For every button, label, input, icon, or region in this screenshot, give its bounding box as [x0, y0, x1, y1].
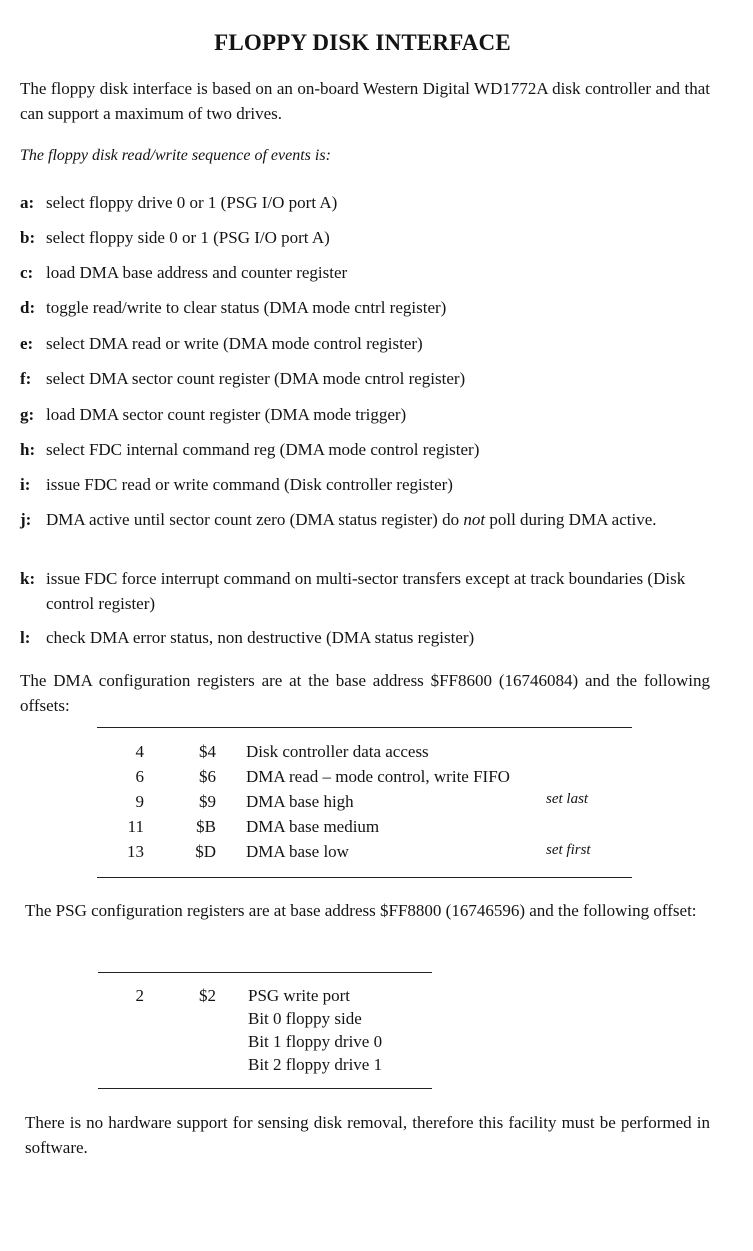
table-row [96, 840, 636, 864]
register-offset-hex: $2 [199, 986, 216, 1005]
table-row [96, 790, 636, 814]
register-offset-decimal: 4 [135, 742, 144, 761]
table-top-rule [97, 727, 632, 728]
sequence-heading: The floppy disk read/write sequence of events is: [20, 147, 331, 164]
register-offset-decimal: 11 [127, 817, 144, 836]
intro-paragraph: The floppy disk interface is based on an on-board Western Digital WD1772A disk controller and that can support a maximum of two drives. [20, 79, 710, 123]
register-offset-decimal: 6 [135, 767, 144, 786]
step-letter: a: [20, 193, 35, 212]
step-letter: h: [20, 440, 36, 459]
step-text-emphasis: not [463, 510, 486, 529]
list-item [20, 437, 710, 462]
step-text: load DMA base address and counter register [46, 263, 348, 282]
table-top-rule [98, 972, 432, 973]
list-item [20, 260, 710, 285]
list-item [20, 366, 710, 391]
register-description: Disk controller data access [246, 742, 429, 761]
closing-paragraph: There is no hardware support for sensing disk removal, therefore this facility must be performed in software. [25, 1113, 710, 1157]
step-letter: i: [20, 475, 31, 494]
step-text-part: DMA active until sector count zero (DMA status register) do [46, 510, 464, 529]
step-letter: b: [20, 228, 36, 247]
step-text: toggle read/write to clear status (DMA mode cntrl register) [46, 298, 447, 317]
dma-register-table [96, 740, 636, 870]
step-letter: j: [20, 510, 32, 529]
step-text: select DMA read or write (DMA mode control register) [46, 334, 423, 353]
table-row [96, 815, 636, 839]
step-letter: l: [20, 628, 31, 647]
table-row [96, 765, 636, 789]
register-offset-hex: $9 [199, 792, 216, 811]
register-bit-line: Bit 2 floppy drive 1 [248, 1055, 383, 1074]
step-letter: k: [20, 569, 36, 588]
step-text: select floppy drive 0 or 1 (PSG I/O port A) [46, 193, 338, 212]
register-description: DMA base medium [246, 817, 380, 836]
list-item [20, 507, 710, 532]
step-letter: d: [20, 298, 36, 317]
list-item [20, 225, 710, 250]
list-item [20, 295, 710, 320]
list-item [20, 190, 710, 215]
step-text: check DMA error status, non destructive (DMA status register) [46, 628, 475, 647]
table-row [96, 740, 636, 764]
list-item [20, 402, 710, 427]
psg-register-table [96, 984, 436, 1080]
register-offset-hex: $6 [199, 767, 216, 786]
register-offset-hex: $D [195, 842, 216, 861]
page-title: FLOPPY DISK INTERFACE [214, 30, 511, 55]
register-bit-line: Bit 1 floppy drive 0 [248, 1032, 383, 1051]
register-description: DMA base high [246, 792, 354, 811]
register-description: DMA read – mode control, write FIFO [246, 767, 510, 786]
table-bottom-rule [97, 877, 632, 878]
step-text-part: poll during DMA active. [485, 510, 657, 529]
step-text: select floppy side 0 or 1 (PSG I/O port A) [46, 228, 330, 247]
dma-intro-paragraph: The DMA configuration registers are at the base address $FF8600 (16746084) and the following offsets: [20, 671, 710, 715]
step-text: select FDC internal command reg (DMA mode control register) [46, 440, 480, 459]
step-text: load DMA sector count register (DMA mode trigger) [46, 405, 407, 424]
register-note: set first [546, 842, 591, 858]
register-description: DMA base low [246, 842, 349, 861]
register-description: PSG write port [248, 986, 350, 1005]
register-offset-decimal: 9 [135, 792, 144, 811]
register-offset-hex: $B [196, 817, 216, 836]
step-letter: e: [20, 334, 34, 353]
step-letter: f: [20, 369, 32, 388]
list-item [20, 331, 710, 356]
register-offset-decimal: 2 [135, 986, 144, 1005]
step-text: select DMA sector count register (DMA mode cntrol register) [46, 369, 466, 388]
step-text: issue FDC force interrupt command on multi-sector transfers except at track boundaries (Disk control register) [46, 569, 686, 613]
table-bottom-rule [98, 1088, 432, 1089]
step-text [46, 507, 710, 532]
register-offset-hex: $4 [199, 742, 216, 761]
psg-intro-paragraph: The PSG configuration registers are at base address $FF8800 (16746596) and the following offset: [25, 901, 697, 920]
register-offset-decimal: 13 [127, 842, 144, 861]
list-item [20, 625, 710, 650]
list-item [20, 472, 710, 497]
step-text: issue FDC read or write command (Disk controller register) [46, 475, 453, 494]
list-item [20, 566, 710, 616]
step-letter: g: [20, 405, 35, 424]
register-bit-line: Bit 0 floppy side [248, 1009, 362, 1028]
register-note: set last [546, 791, 589, 807]
step-letter: c: [20, 263, 34, 282]
